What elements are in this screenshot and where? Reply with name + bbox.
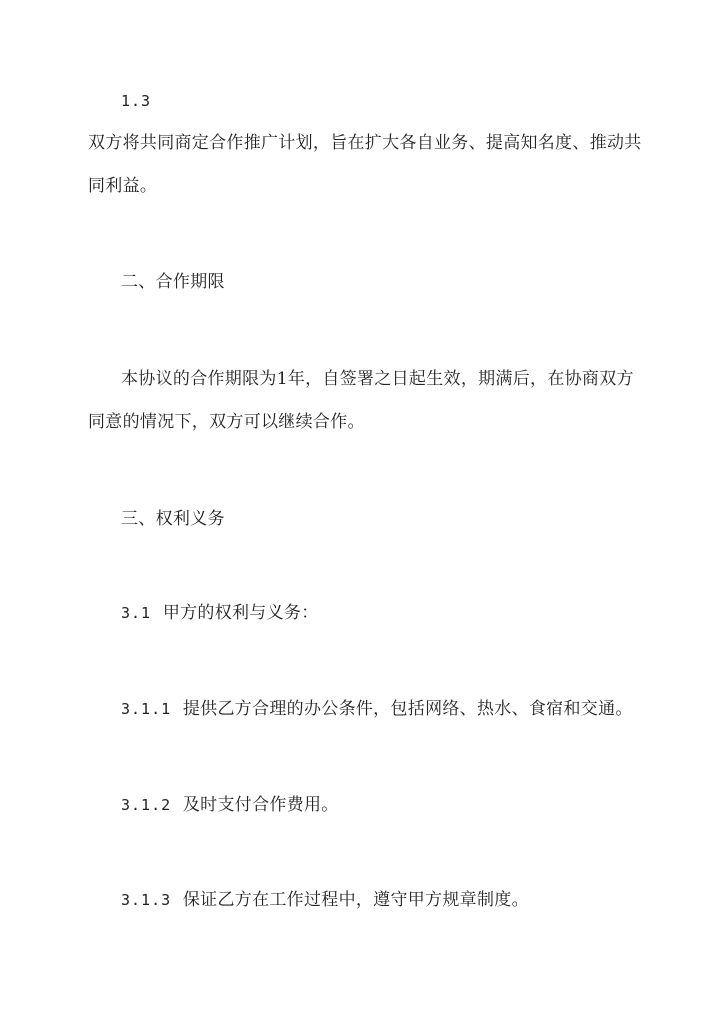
paragraph-1-3-line-1: 双方将共同商定合作推广计划，旨在扩大各自业务、提高知名度、推动共 <box>88 133 642 153</box>
clause-text: 保证乙方在工作过程中，遵守甲方规章制度。 <box>182 890 529 910</box>
paragraph-term-line-1: 本协议的合作期限为1年，自签署之日起生效，期满后，在协商双方 <box>121 369 634 389</box>
clause-3-1-1 <box>121 697 633 721</box>
paragraph-1-3-line-2: 同利益。 <box>88 176 158 196</box>
clause-3-1 <box>121 601 319 625</box>
clause-text: 甲方的权利与义务： <box>162 603 319 623</box>
clause-number: 3.1.1 <box>121 700 172 718</box>
clause-number: 3.1.2 <box>121 796 172 814</box>
clause-3-1-2 <box>121 793 339 817</box>
section-heading-rights-obligations: 三、权利义务 <box>121 509 225 529</box>
section-number-1-3: 1.3 <box>121 92 152 110</box>
clause-text: 提供乙方合理的办公条件，包括网络、热水、食宿和交通。 <box>182 699 633 719</box>
clause-text: 及时支付合作费用。 <box>182 795 339 815</box>
paragraph-term-line-2: 同意的情况下，双方可以继续合作。 <box>88 412 365 432</box>
section-heading-cooperation-term: 二、合作期限 <box>121 272 225 292</box>
clause-number: 3.1.3 <box>121 891 172 909</box>
clause-3-1-3 <box>121 888 529 912</box>
clause-number: 3.1 <box>121 604 152 622</box>
